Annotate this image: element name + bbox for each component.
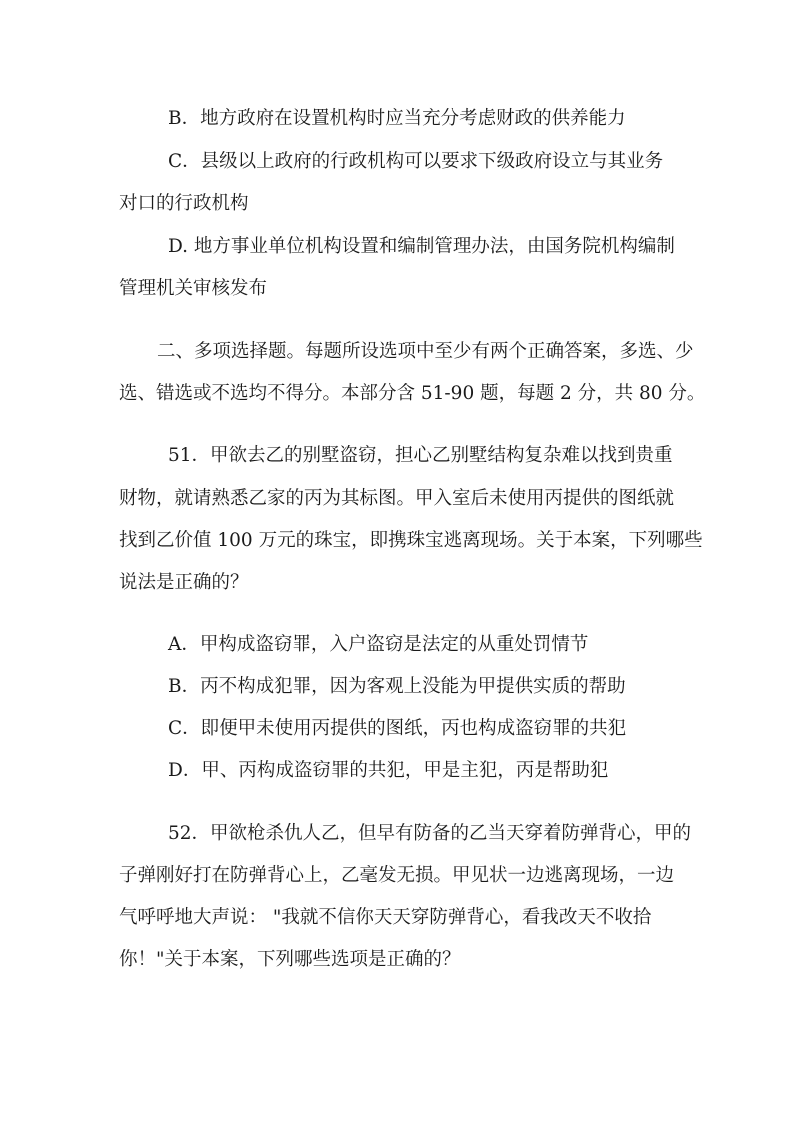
- prev-option-d-line2: 管理机关审核发布: [119, 278, 268, 299]
- question-51-line4: 说法是正确的？: [119, 572, 249, 593]
- question-52-line1: 52．甲欲枪杀仇人乙，但早有防备的乙当天穿着防弹背心，甲的: [168, 823, 692, 844]
- prev-option-d-line1: D. 地方事业单位机构设置和编制管理办法，由国务院机构编制: [168, 236, 675, 257]
- prev-option-c-line2: 对口的行政机构: [119, 193, 249, 214]
- question-52-line4: 你！"关于本案，下列哪些选项是正确的？: [119, 949, 461, 970]
- prev-option-b: B．地方政府在设置机构时应当充分考虑财政的供养能力: [168, 108, 626, 129]
- section-heading-line1: 二、多项选择题。每题所设选项中至少有两个正确答案，多选、少: [157, 341, 694, 362]
- question-51-option-a: A．甲构成盗窃罪，入户盗窃是法定的从重处罚情节: [168, 634, 589, 655]
- section-heading-line2: 选、错选或不选均不得分。本部分含 51-90 题，每题 2 分，共 80 分。: [119, 383, 706, 404]
- question-51-line1: 51．甲欲去乙的别墅盗窃，担心乙别墅结构复杂难以找到贵重: [168, 445, 673, 466]
- question-52-line2: 子弹刚好打在防弹背心上，乙毫发无损。甲见状一边逃离现场，一边: [119, 865, 675, 886]
- question-51-option-d: D．甲、丙构成盗窃罪的共犯，甲是主犯，丙是帮助犯: [168, 760, 609, 781]
- question-52-line3: 气呼呼地大声说： "我就不信你天天穿防弹背心，看我改天不收拾: [119, 907, 652, 928]
- prev-option-c-line1: C．县级以上政府的行政机构可以要求下级政府设立与其业务: [168, 151, 664, 172]
- question-51-option-c: C．即便甲未使用丙提供的图纸，丙也构成盗窃罪的共犯: [168, 718, 627, 739]
- question-51-option-b: B．丙不构成犯罪，因为客观上没能为甲提供实质的帮助: [168, 676, 626, 697]
- question-51-line3: 找到乙价值 100 万元的珠宝，即携珠宝逃离现场。关于本案，下列哪些: [119, 530, 703, 551]
- question-51-line2: 财物，就请熟悉乙家的丙为其标图。甲入室后未使用丙提供的图纸就: [119, 488, 675, 509]
